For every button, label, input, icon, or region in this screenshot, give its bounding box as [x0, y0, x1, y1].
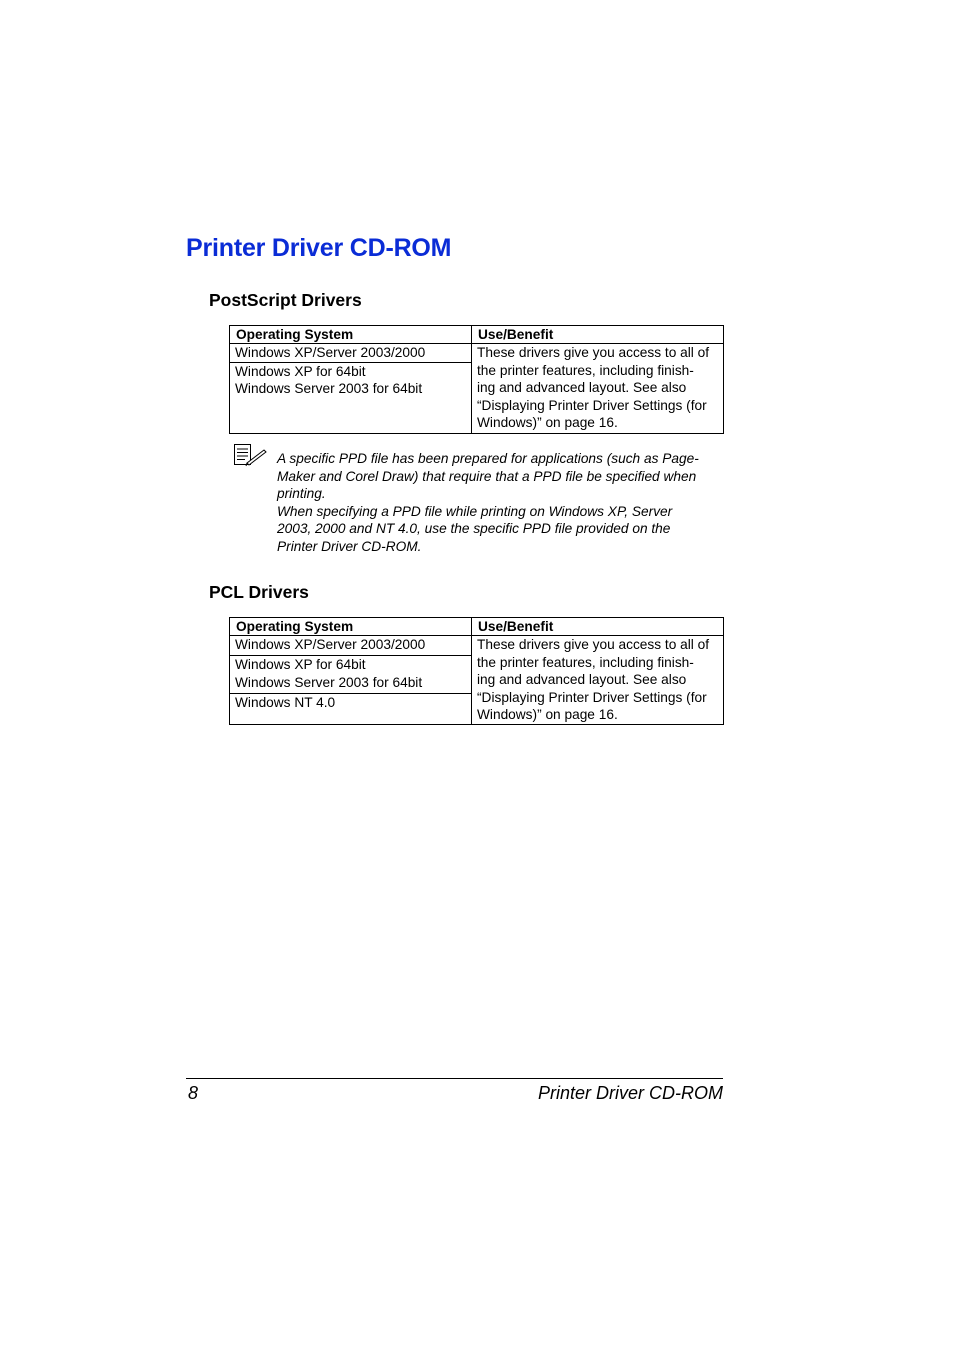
benefit-line: These drivers give you access to all of: [477, 637, 710, 652]
benefit-line: These drivers give you access to all of: [477, 345, 710, 360]
benefit-line: Windows)” on page 16.: [477, 707, 618, 723]
footer-title: Printer Driver CD-ROM: [537, 1083, 723, 1103]
postscript-drivers-table: [229, 325, 724, 434]
benefit-line: ing and advanced layout. See also: [477, 672, 687, 688]
benefit-line: “Displaying Printer Driver Settings (for: [477, 397, 707, 413]
benefit-line: ing and advanced layout. See also: [477, 380, 687, 396]
benefit-line: the printer features, including finish-: [477, 362, 694, 378]
os-line: Windows Server 2003 for 64bit: [235, 674, 423, 690]
note-paragraph: When specifying a PPD file while printing on Windows XP, Server 2003, 2000 and NT 4.0, use the specific PPD file provided on the Printer Driver CD-ROM.: [277, 503, 673, 554]
table-header-row: [230, 618, 724, 636]
footer-page-number: 8: [188, 1083, 199, 1103]
pcl-drivers-table: [229, 617, 724, 725]
table-row: [230, 636, 724, 656]
os-cell: [230, 636, 472, 656]
os-line: Windows XP for 64bit: [235, 656, 366, 672]
os-line: Windows Server 2003 for 64bit: [235, 381, 423, 397]
benefit-cell: [472, 344, 724, 434]
os-line: Windows XP/Server 2003/2000: [235, 345, 426, 360]
table-header-row: [230, 326, 724, 344]
note-pencil-icon: [233, 443, 267, 467]
footer-divider: [186, 1078, 723, 1079]
page-title: Printer Driver CD-ROM: [186, 234, 452, 262]
os-cell: [230, 693, 472, 724]
postscript-heading: PostScript Drivers: [209, 290, 362, 310]
column-header-benefit: Use/Benefit: [472, 618, 724, 636]
pcl-heading: PCL Drivers: [209, 582, 309, 602]
os-cell: [230, 362, 472, 433]
note-text: [277, 450, 725, 556]
benefit-line: the printer features, including finish-: [477, 654, 694, 670]
note-paragraph: A specific PPD file has been prepared for applications (such as Page- Maker and Corel Draw) that require that a PPD file be specified when printing.: [277, 451, 699, 502]
os-line: Windows XP for 64bit: [235, 363, 366, 379]
os-cell: [230, 655, 472, 693]
os-line: Windows XP/Server 2003/2000: [235, 637, 426, 652]
benefit-line: Windows)” on page 16.: [477, 415, 618, 431]
column-header-os: Operating System: [230, 326, 472, 344]
column-header-os: Operating System: [230, 618, 472, 636]
os-cell: [230, 344, 472, 363]
table-row: [230, 344, 724, 363]
benefit-line: “Displaying Printer Driver Settings (for: [477, 689, 707, 705]
column-header-benefit: Use/Benefit: [472, 326, 724, 344]
benefit-cell: [472, 636, 724, 725]
os-line: Windows NT 4.0: [235, 694, 336, 710]
